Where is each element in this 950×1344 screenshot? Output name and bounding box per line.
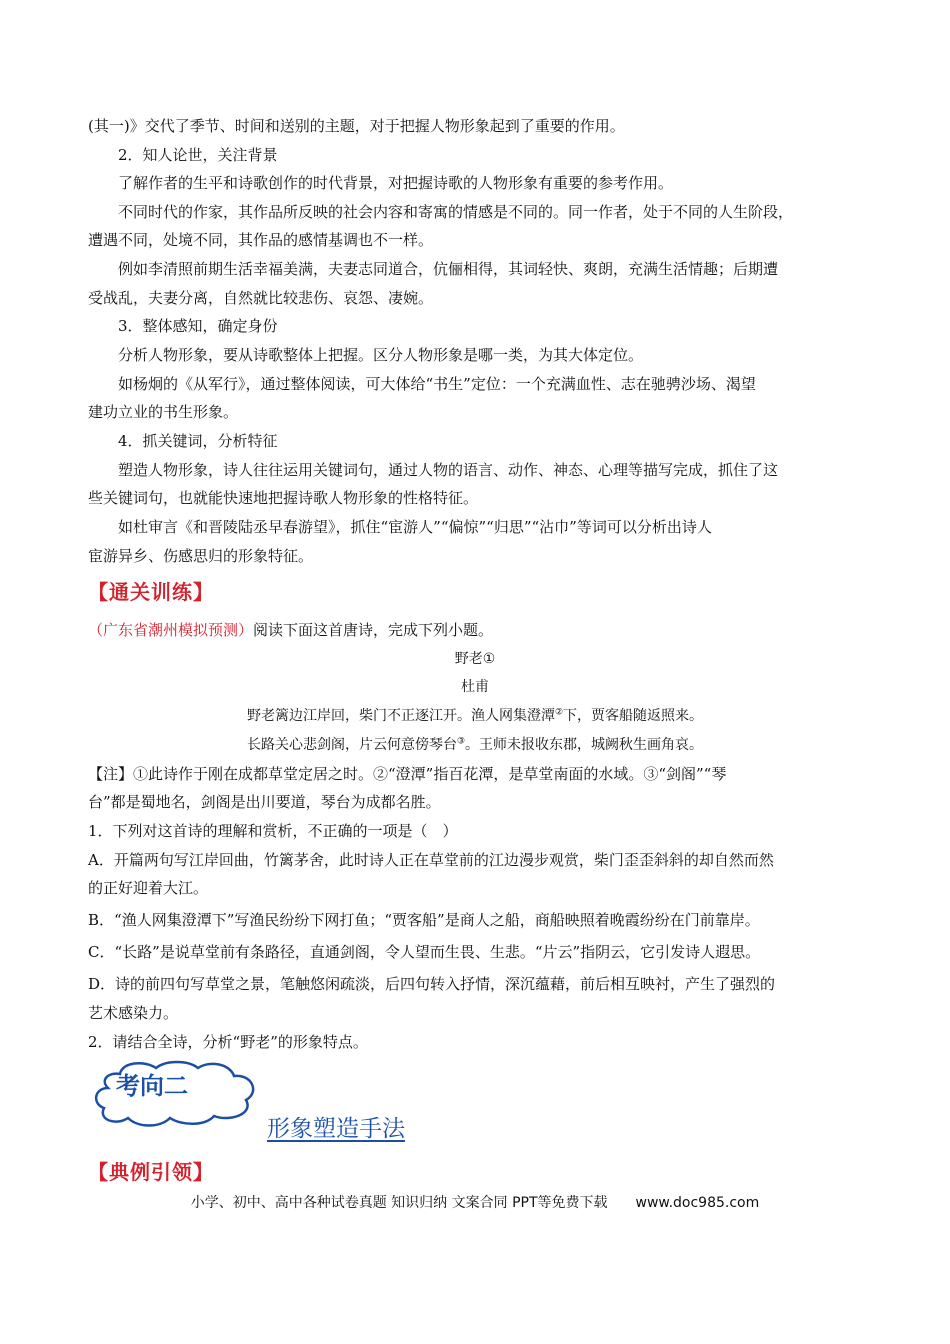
paragraph: 遭遇不同，处境不同，其作品的感情基调也不一样。	[88, 231, 434, 249]
poem-text: 野老篱边江岸回，柴门不正逐江开。渔人网集澄潭	[246, 708, 555, 724]
paragraph: 塑造人物形象，诗人往往运用关键词句，通过人物的语言、动作、神态、心理等描写完成，抓住了这	[118, 461, 779, 479]
poem-title: 野老①	[454, 651, 496, 667]
paragraph-continuation: (其一)》交代了季节、时间和送别的主题，对于把握人物形象起到了重要的作用。	[88, 117, 625, 135]
point-3-heading: 3．整体感知，确定身份	[118, 317, 278, 335]
paragraph: 受战乱，夫妻分离，自然就比较悲伤、哀怨、凄婉。	[88, 289, 434, 307]
paragraph: 了解作者的生平和诗歌创作的时代背景，对把握诗歌的人物形象有重要的参考作用。	[118, 174, 674, 192]
training-heading: 【通关训练】	[88, 580, 214, 604]
point-2-heading: 2．知人论世，关注背景	[118, 146, 278, 164]
prompt-text: 阅读下面这首唐诗，完成下列小题。	[253, 621, 494, 639]
footer-site: www.doc985.com	[635, 1195, 760, 1211]
poem-note: 【注】①此诗作于刚在成都草堂定居之时。②“澄潭”指百花潭，是草堂南面的水域。③“剑阁”“琴	[88, 765, 727, 783]
poem-note: 台”都是蜀地名，剑阁是出川要道，琴台为成都名胜。	[88, 793, 441, 811]
question-1: 1．下列对这首诗的理解和赏析，不正确的一项是（ ）	[88, 822, 458, 840]
paragraph: 如杜审言《和晋陵陆丞早春游望》，抓住“宦游人”“偏惊”“归思”“沾巾”等词可以分析出诗人	[118, 518, 712, 536]
question-prompt	[88, 620, 878, 640]
poem-text: 。王师未报收东郡，城阙秋生画角哀。	[465, 737, 704, 753]
option-b: B．“渔人网集澄潭下”写渔民纷纷下网打鱼；“贾客船”是商人之船，商船映照着晚霞纷纷在门前靠岸。	[88, 911, 760, 929]
paragraph: 如杨炯的《从军行》，通过整体阅读，可大体给“书生”定位：一个充满血性、志在驰骋沙场、渴望	[118, 375, 756, 393]
footnote-mark: ③	[456, 736, 466, 747]
option-c: C．“长路”是说草堂前有条路径，直通剑阁，令人望而生畏、生悲。“片云”指阴云，它引发诗人遐思。	[88, 943, 761, 961]
section-title: 形象塑造手法	[267, 1116, 405, 1142]
option-d-cont: 艺术感染力。	[88, 1004, 179, 1022]
option-a-cont: 的正好迎着大江。	[88, 879, 209, 897]
point-4-heading: 4．抓关键词，分析特征	[118, 432, 278, 450]
footer-text: 小学、初中、高中各种试卷真题 知识归纳 文案合同 PPT等免费下载	[190, 1195, 608, 1211]
poem-text: 下，贾客船随返照来。	[563, 708, 704, 724]
cloud-label: 考向二	[116, 1071, 188, 1100]
paragraph: 例如李清照前期生活幸福美满，夫妻志同道合，伉俪相得，其词轻快、爽朗，充满生活情趣；后期遭	[118, 260, 779, 278]
paragraph: 些关键词句，也就能快速地把握诗歌人物形象的性格特征。	[88, 489, 479, 507]
poem-line-2	[0, 735, 950, 755]
question-source: （广东省潮州模拟预测）	[88, 621, 254, 639]
option-d: D．诗的前四句写草堂之景，笔触悠闲疏淡，后四句转入抒情，深沉蕴藉，前后相互映衬，产生了强烈的	[88, 975, 776, 993]
poem-line-1	[0, 706, 950, 726]
option-a: A．开篇两句写江岸回曲，竹篱茅舍，此时诗人正在草堂前的江边漫步观赏，柴门歪歪斜斜的却自然而然	[88, 851, 774, 869]
question-2: 2．请结合全诗，分析“野老”的形象特点。	[88, 1033, 368, 1051]
section-cloud	[86, 1058, 266, 1130]
page-footer	[0, 1192, 950, 1212]
poem-text: 长路关心悲剑阁，片云何意傍琴台	[246, 737, 457, 753]
paragraph: 宦游异乡、伤感思归的形象特征。	[88, 547, 314, 565]
poem-author: 杜甫	[461, 679, 489, 695]
example-heading: 【典例引领】	[88, 1160, 214, 1184]
paragraph: 不同时代的作家，其作品所反映的社会内容和寄寓的情感是不同的。同一作者，处于不同的人生阶段，	[118, 203, 794, 221]
footnote-mark: ②	[554, 707, 564, 718]
paragraph: 建功立业的书生形象。	[88, 403, 239, 421]
paragraph: 分析人物形象，要从诗歌整体上把握。区分人物形象是哪一类，为其大体定位。	[118, 346, 644, 364]
